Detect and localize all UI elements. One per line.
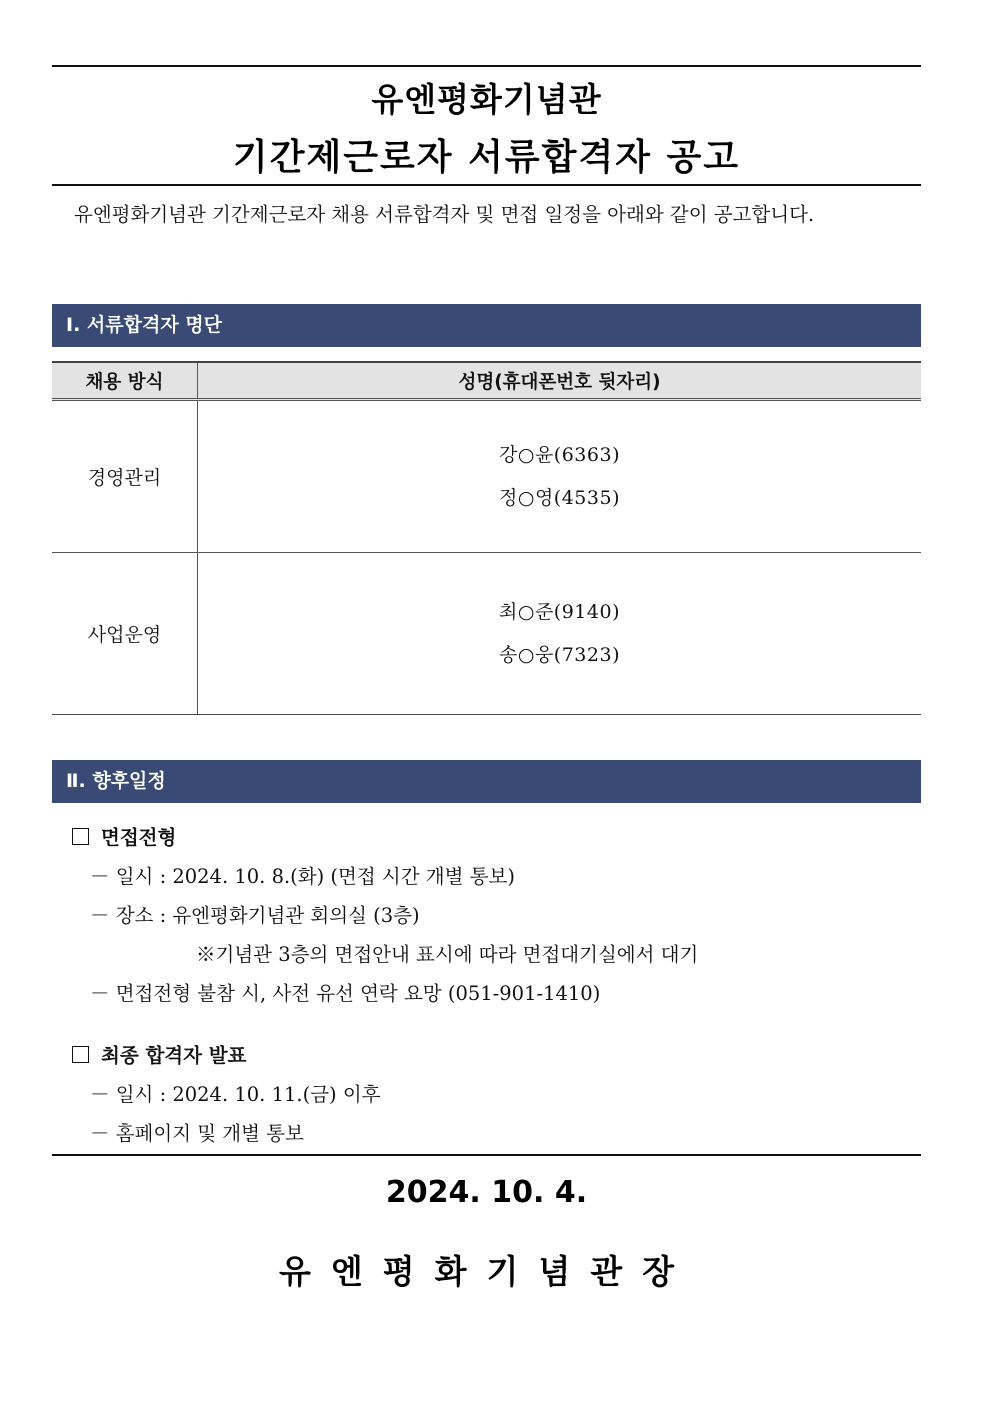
- table-row: [52, 400, 921, 553]
- names-cell: [198, 553, 922, 715]
- schedule-line: － 장소 : 유엔평화기념관 회의실 (3층): [90, 904, 420, 927]
- page-title: 유엔평화기념관: [371, 80, 602, 119]
- final-announcement-schedule: [72, 1036, 381, 1153]
- column-header-name: 성명(휴대폰번호 뒷자리): [198, 362, 922, 400]
- checkbox-icon: [72, 1046, 89, 1063]
- schedule-note: ※기념관 3층의 면접안내 표시에 따라 면접대기실에서 대기: [196, 943, 699, 966]
- category-cell: 사업운영: [52, 553, 198, 715]
- section-2-header: Ⅱ. 향후일정: [52, 760, 921, 803]
- section-1-header: Ⅰ. 서류합격자 명단: [52, 304, 921, 347]
- interview-schedule: [72, 818, 698, 1013]
- interview-heading: [72, 818, 698, 857]
- title-rule: [52, 184, 921, 186]
- column-header-method: 채용 방식: [52, 362, 198, 400]
- category-cell: 경영관리: [52, 400, 198, 553]
- schedule-line: － 면접전형 불참 시, 사전 유선 연락 요망 (051-901-1410): [90, 982, 601, 1005]
- interview-heading-text: 면접전형: [101, 826, 177, 849]
- table-row: [52, 553, 921, 715]
- candidate-name: 강○윤(6363): [499, 443, 620, 466]
- bottom-rule: [52, 1154, 921, 1156]
- final-heading: [72, 1036, 381, 1075]
- schedule-line: － 일시 : 2024. 10. 8.(화) (면접 시간 개별 통보): [90, 865, 515, 888]
- checkbox-icon: [72, 828, 89, 845]
- candidate-name: 송○웅(7323): [499, 643, 620, 666]
- top-rule: [52, 65, 921, 67]
- candidate-name: 최○준(9140): [499, 600, 620, 623]
- names-cell: [198, 400, 922, 553]
- candidate-name: 정○영(4535): [499, 486, 620, 509]
- intro-paragraph: 유엔평화기념관 기간제근로자 채용 서류합격자 및 면접 일정을 아래와 같이 공고합니다.: [74, 203, 815, 226]
- final-heading-text: 최종 합격자 발표: [101, 1044, 247, 1067]
- page-subtitle: 기간제근로자 서류합격자 공고: [232, 137, 741, 178]
- candidates-table: [52, 361, 921, 715]
- signature: 유엔평화기념관장: [278, 1252, 695, 1291]
- announcement-date: 2024. 10. 4.: [385, 1175, 588, 1210]
- table-header-row: [52, 362, 921, 400]
- schedule-line: － 홈페이지 및 개별 통보: [90, 1122, 304, 1145]
- schedule-line: － 일시 : 2024. 10. 11.(금) 이후: [90, 1083, 381, 1106]
